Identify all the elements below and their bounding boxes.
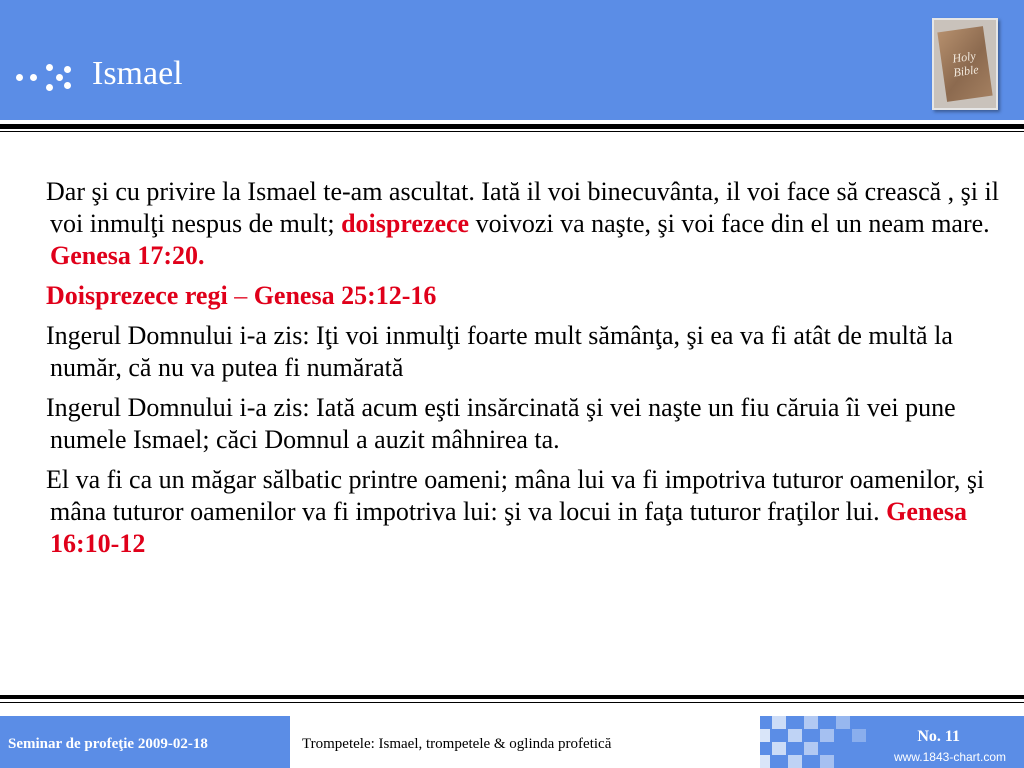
body-text: Ingerul Domnului i-a zis: Iţi voi inmulţi foarte mult sămânţa, şi ea va fi atât de multă la număr, că nu va putea fi numărată — [46, 321, 953, 382]
top-divider-thin — [0, 131, 1024, 132]
scripture-paragraph — [34, 176, 1014, 272]
checker-cell — [788, 729, 802, 742]
website-url: www.1843-chart.com — [893, 750, 1006, 764]
header-bar — [0, 0, 1024, 120]
body-text: Dar şi cu privire la Ismael te-am ascultat. Iată il voi binecuvânta, il voi face să crească , şi il voi inmulţi nespus de mult; — [46, 177, 999, 238]
scripture-paragraph — [34, 280, 1014, 312]
checker-cell — [756, 755, 770, 768]
highlight-text: Doisprezece regi — [46, 281, 228, 310]
checker-cell — [804, 716, 818, 729]
slide-number: No. 11 — [917, 728, 960, 745]
bottom-divider — [0, 695, 1024, 699]
checker-cell — [740, 742, 754, 755]
checker-pattern — [740, 716, 890, 768]
highlight-text: Genesa 17:20. — [50, 241, 205, 270]
highlight-text: Genesa 25:12-16 — [253, 281, 437, 310]
main-content — [34, 176, 1014, 568]
logo-text-2: Bible — [952, 62, 980, 80]
scripture-paragraph — [34, 320, 1014, 384]
checker-cell — [836, 716, 850, 729]
separator-text: – — [227, 281, 254, 310]
checker-cell — [788, 755, 802, 768]
holy-bible-logo — [932, 18, 998, 110]
footer-presentation-title: Trompetele: Ismael, trompetele & oglinda profetică — [302, 736, 612, 752]
body-text: El va fi ca un măgar sălbatic printre oameni; mâna lui va fi impotriva tuturor oamenilor, şi mâna tuturor oamenilor va fi impotriva lui: şi va locui in faţa tuturor fraţilor lui. — [46, 465, 985, 526]
highlight-text: doisprezece — [341, 209, 470, 238]
footer-bar — [0, 716, 1024, 768]
checker-cell — [772, 716, 786, 729]
scripture-paragraph — [34, 392, 1014, 456]
scripture-paragraph — [34, 464, 1014, 560]
bullet-dots-icon — [16, 60, 76, 100]
checker-cell — [772, 742, 786, 755]
checker-cell — [740, 716, 754, 729]
top-divider — [0, 124, 1024, 129]
body-text: Ingerul Domnului i-a zis: Iată acum eşti insărcinată şi vei naşte un fiu căruia îi vei pune numele Ismael; căci Domnul a auzit mâhnirea ta. — [46, 393, 956, 454]
bottom-divider-thin — [0, 702, 1024, 703]
checker-cell — [804, 742, 818, 755]
checker-cell — [820, 755, 834, 768]
body-text: voivozi va naşte, şi voi face din el un neam mare. — [469, 209, 990, 238]
checker-cell — [852, 729, 866, 742]
checker-cell — [820, 729, 834, 742]
highlight-text: Genesa 16:10-12 — [50, 497, 968, 558]
page-title: Ismael — [92, 55, 183, 92]
footer-seminar-label: Seminar de profeţie 2009-02-18 — [8, 736, 208, 752]
logo-text-1: Holy — [951, 48, 977, 66]
checker-cell — [756, 729, 770, 742]
